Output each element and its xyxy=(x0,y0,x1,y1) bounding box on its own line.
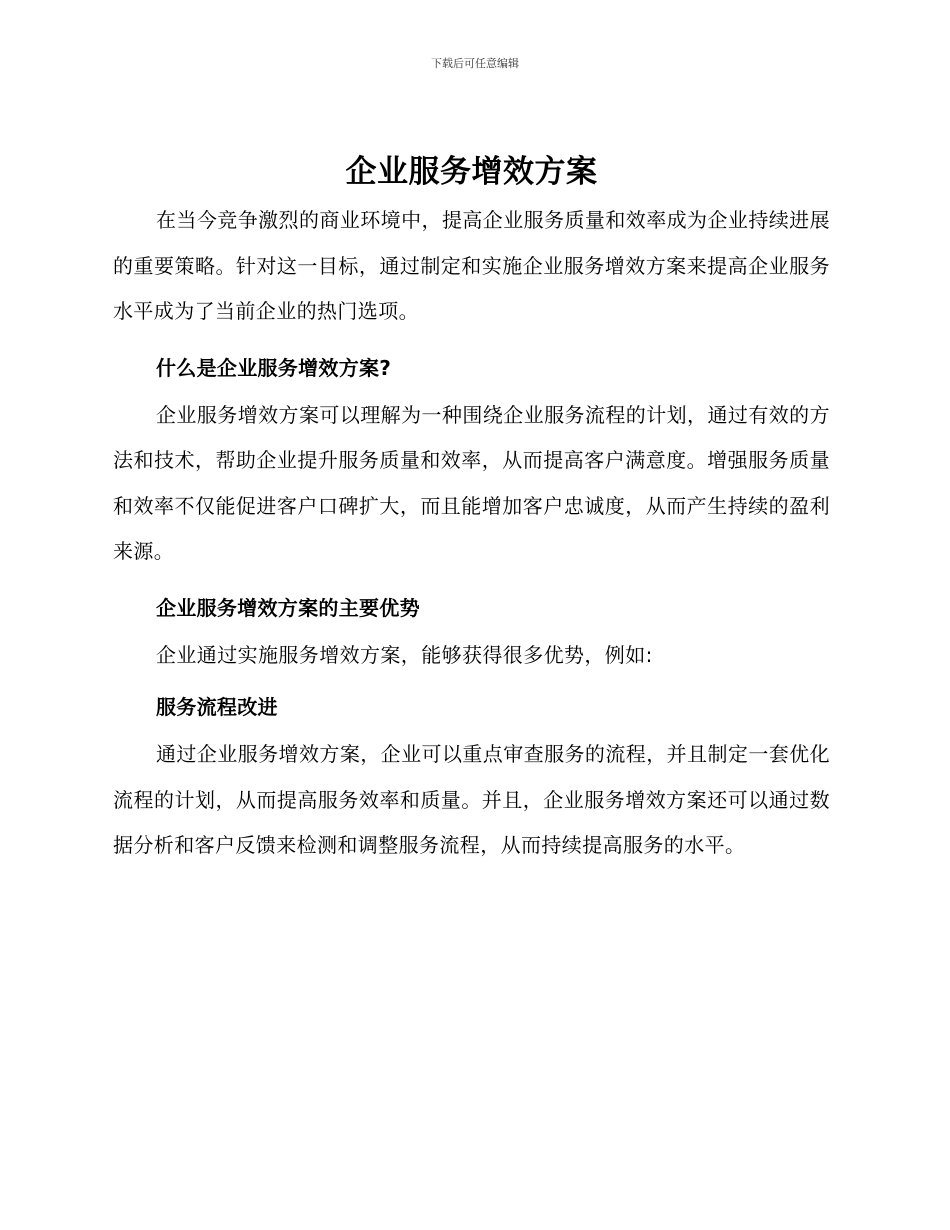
advantages-intro-paragraph: 企业通过实施服务增效方案，能够获得很多优势，例如: xyxy=(156,642,653,667)
document-title: 企业服务增效方案 xyxy=(345,154,598,190)
document-body xyxy=(113,146,830,869)
intro-paragraph: 在当今竞争激烈的商业环境中，提高企业服务质量和效率成为企业持续进展的重要策略。针对这一目标，通过制定和实施企业服务增效方案来提高企业服务水平成为了当前企业的热门选项。 xyxy=(113,208,830,323)
header-note: 下载后可任意编辑 xyxy=(431,57,519,70)
section-heading-advantages: 企业服务增效方案的主要优势 xyxy=(156,595,420,620)
definition-paragraph: 企业服务增效方案可以理解为一种围绕企业服务流程的计划，通过有效的方法和技术，帮助企业提升服务质量和效率，从而提高客户满意度。增强服务质量和效率不仅能促进客户口碑扩大，而且能增加客户忠诚度，从而产生持续的盈利来源。 xyxy=(113,402,830,563)
section-heading-what-is: 什么是企业服务增效方案? xyxy=(156,355,392,380)
section-heading-process-improvement: 服务流程改进 xyxy=(156,695,278,719)
process-improvement-paragraph: 通过企业服务增效方案，企业可以重点审查服务的流程，并且制定一套优化流程的计划，从而提高服务效率和质量。并且，企业服务增效方案还可以通过数据分析和客户反馈来检测和调整服务流程，从而持续提高服务的水平。 xyxy=(113,742,830,857)
